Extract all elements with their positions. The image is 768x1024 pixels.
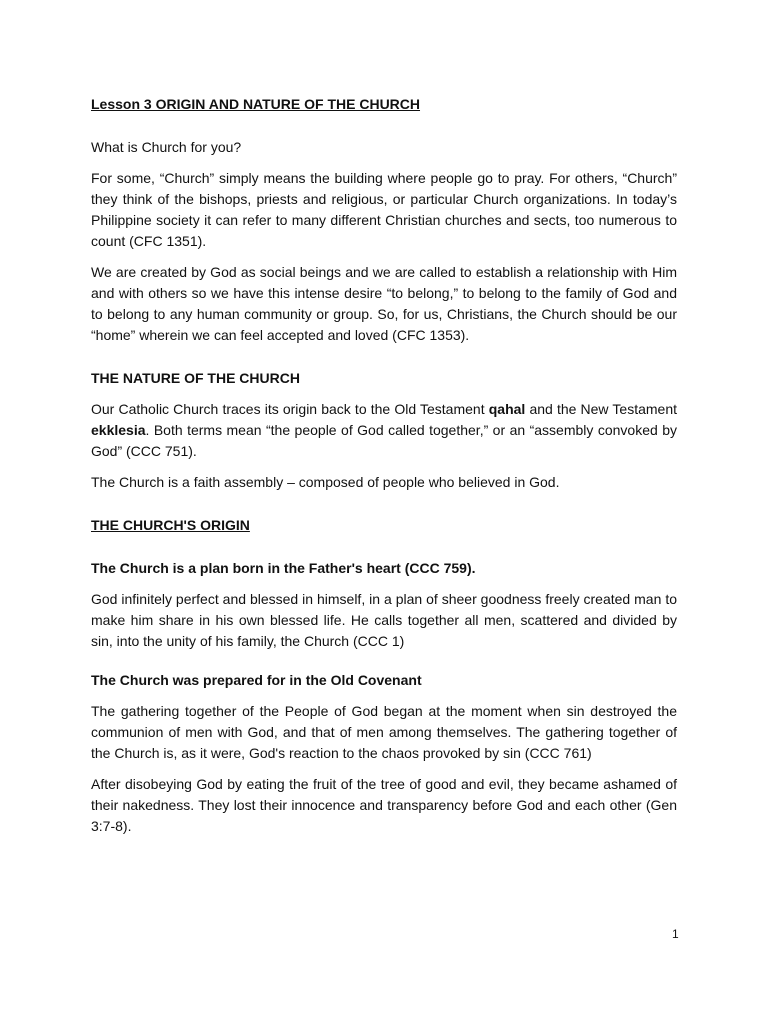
nature-paragraph-2: The Church is a faith assembly – composed of people who believed in God. bbox=[91, 474, 560, 490]
nature-text-e: . Both terms mean “the people of God called together,” or an “assembly convoked by God” (CCC 751). bbox=[91, 422, 677, 459]
ekklesia-term: ekklesia bbox=[91, 422, 146, 438]
qahal-term: qahal bbox=[488, 401, 526, 417]
question-text: What is Church for you? bbox=[91, 139, 242, 155]
subheading-old-covenant: The Church was prepared for in the Old Covenant bbox=[91, 672, 422, 688]
nature-paragraph-1 bbox=[91, 399, 677, 462]
page-number: 1 bbox=[672, 927, 679, 941]
paragraph-2: We are created by God as social beings and we are called to establish a relationship with Him and with others so we have this intense desire “to belong,” to belong to the family of God and to belong to any human community or group. So, for us, Christians, the Church should be our “home” wherein we can feel accepted and loved (CFC 1353). bbox=[91, 264, 677, 343]
fathers-heart-paragraph: God infinitely perfect and blessed in himself, in a plan of sheer goodness freely created man to make him share in his own blessed life. He calls together all men, scattered and divided by sin, into the unity of his family, the Church (CCC 1) bbox=[91, 591, 677, 649]
origin-heading: THE CHURCH'S ORIGIN bbox=[91, 517, 250, 533]
nature-heading: THE NATURE OF THE CHURCH bbox=[91, 370, 300, 386]
subheading-fathers-heart: The Church is a plan born in the Father's heart (CCC 759). bbox=[91, 560, 476, 576]
nature-text-a: Our Catholic Church traces its origin back to the Old Testament bbox=[91, 401, 489, 417]
nature-text-c: and the New Testament bbox=[525, 401, 678, 417]
old-covenant-paragraph-2: After disobeying God by eating the fruit of the tree of good and evil, they became ashamed of their nakedness. They lost their innocence and transparency before God and each other (Gen 3:7-8). bbox=[91, 776, 677, 834]
paragraph-1: For some, “Church” simply means the building where people go to pray. For others, “Church” they think of the bishops, priests and religious, or particular Church organizations. In today’s Philippine society it can refer to many different Christian churches and sects, too numerous to count (CFC 1351). bbox=[91, 170, 677, 249]
lesson-title: Lesson 3 ORIGIN AND NATURE OF THE CHURCH bbox=[91, 96, 421, 112]
page-content bbox=[91, 94, 677, 837]
old-covenant-paragraph-1: The gathering together of the People of God began at the moment when sin destroyed the communion of men with God, and that of men among themselves. The gathering together of the Church is, as it were, God's reaction to the chaos provoked by sin (CCC 761) bbox=[91, 703, 677, 761]
